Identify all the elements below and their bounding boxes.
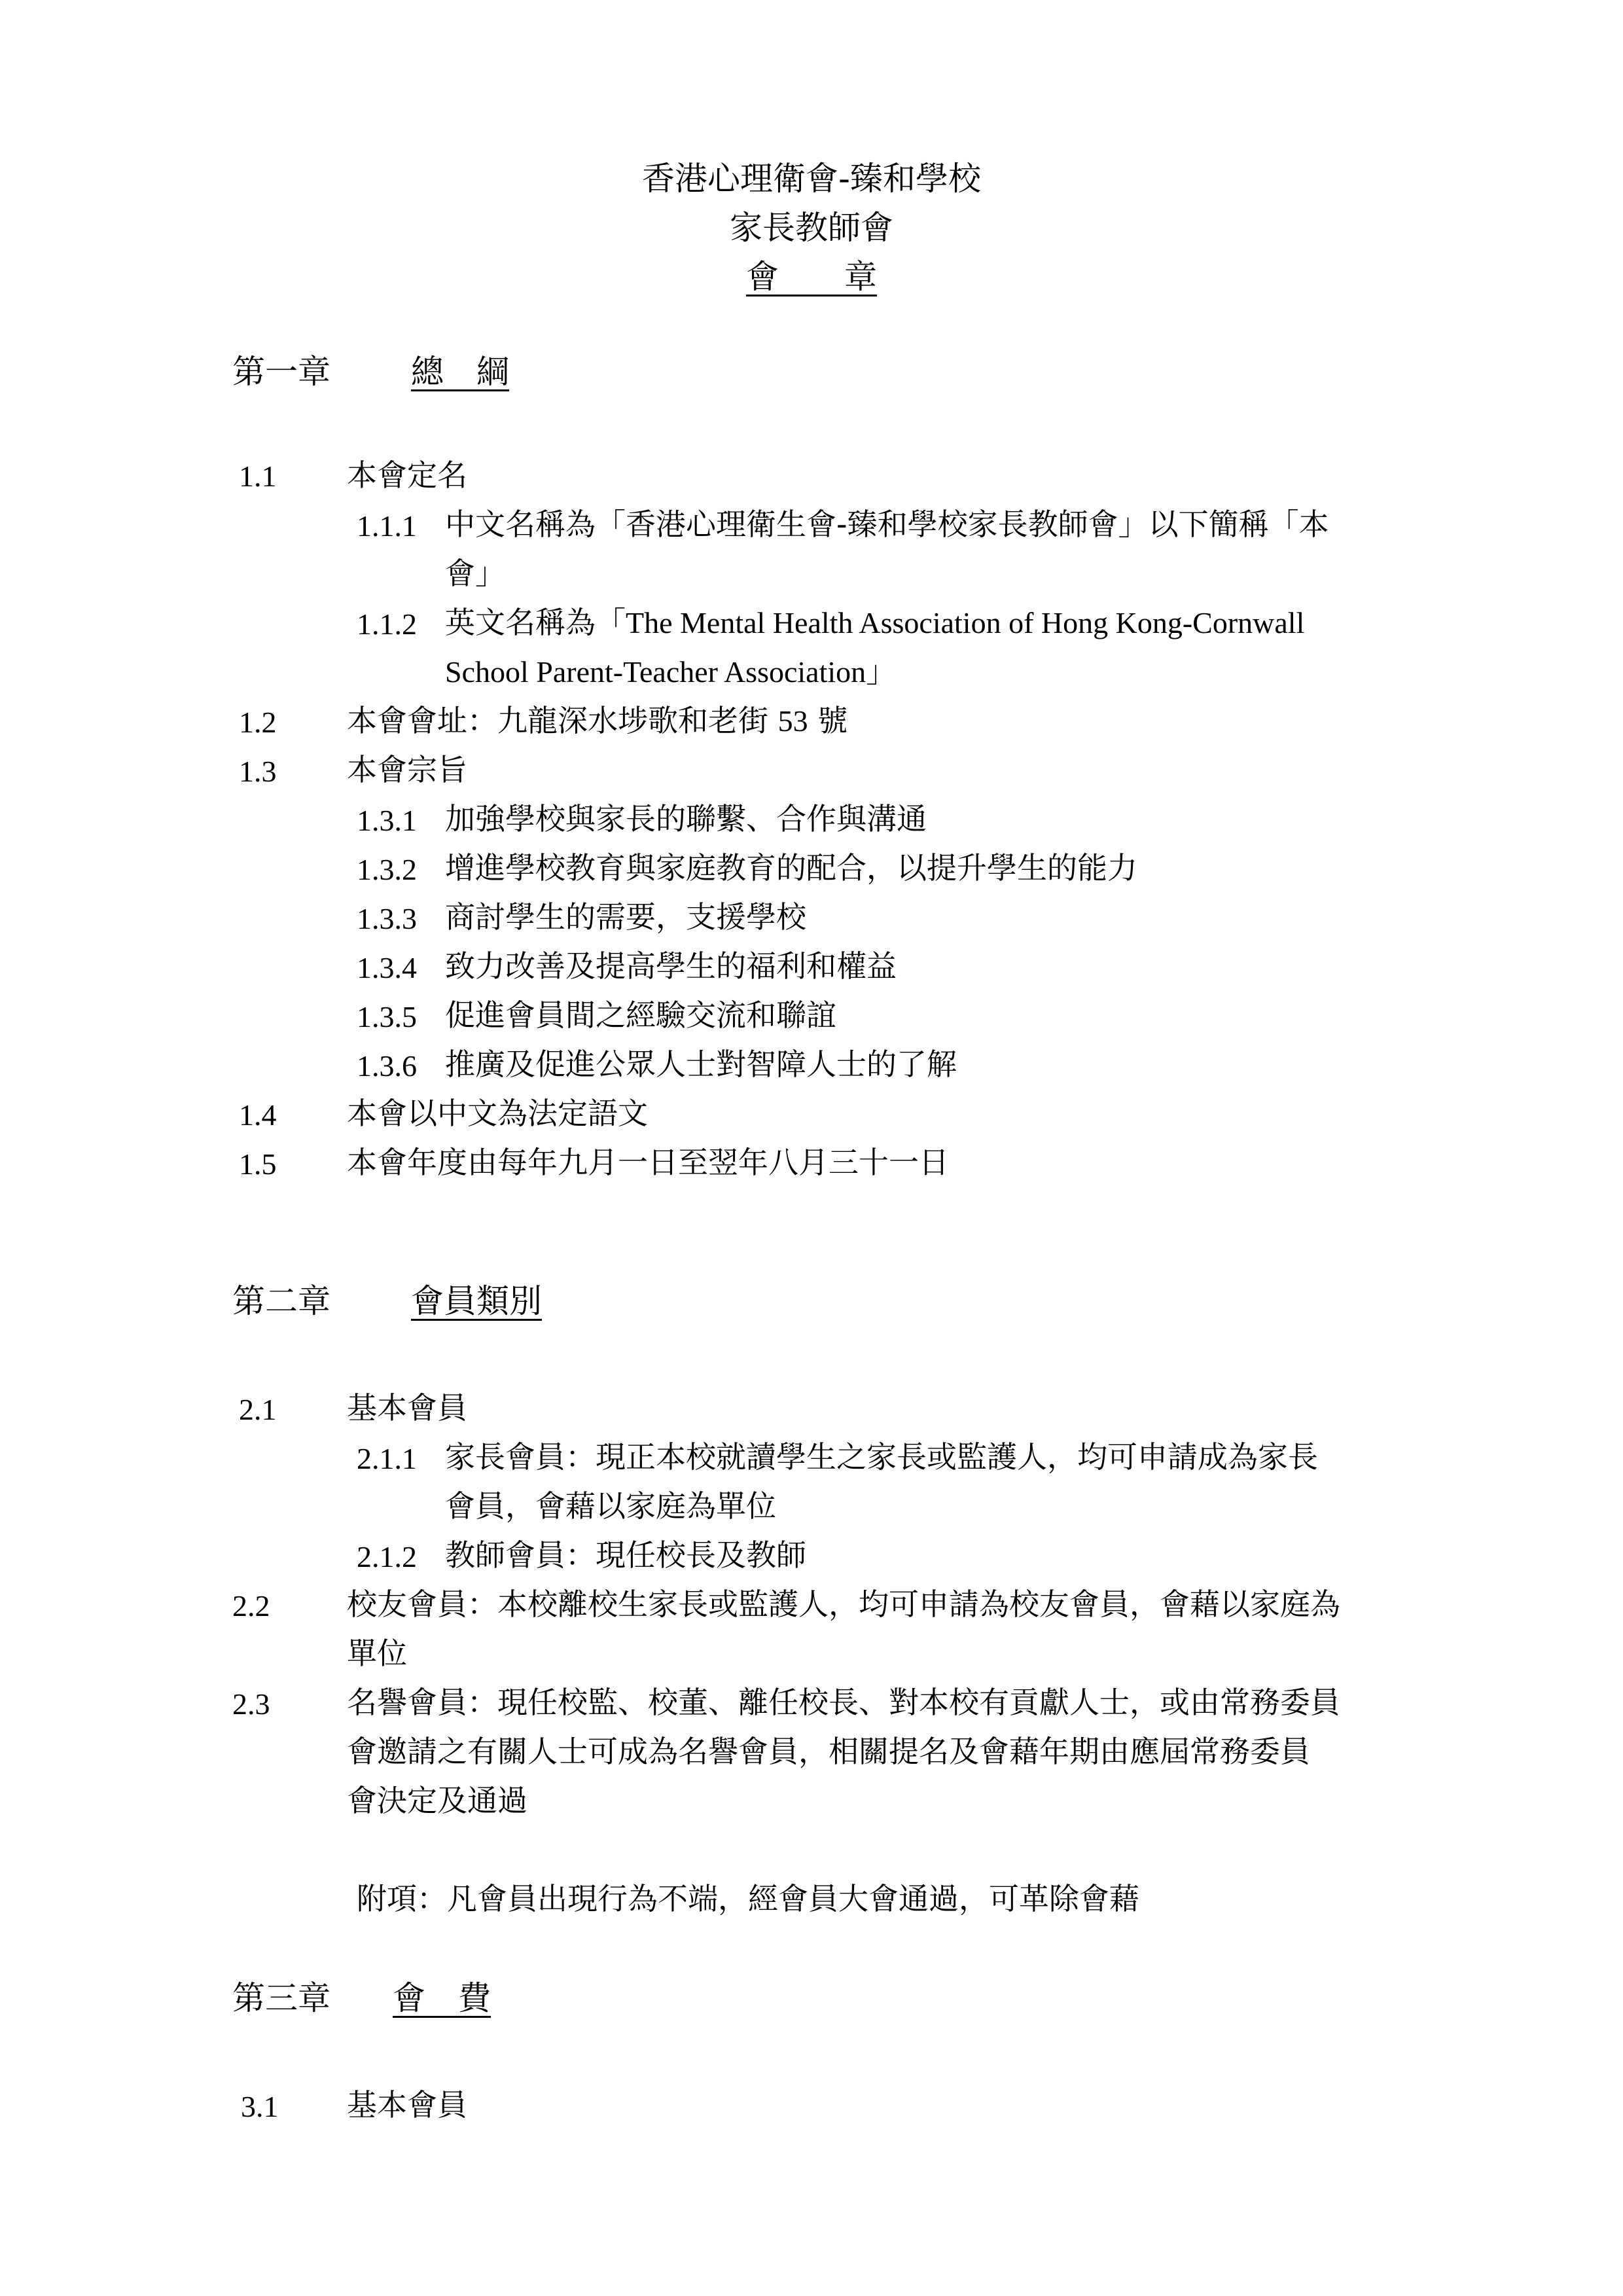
item-number: 2.1.2	[357, 1540, 417, 1573]
item-text: 致力改善及提高學生的福利和權益	[445, 948, 897, 984]
item-number: 1.1.1	[357, 509, 417, 543]
item-text: 基本會員	[347, 1390, 467, 1426]
item-number: 1.3.4	[357, 951, 417, 984]
constitution-title: 會 章	[746, 258, 877, 296]
chapter-1-label: 第一章	[232, 353, 330, 391]
item-text: 本會以中文為法定語文	[347, 1096, 648, 1131]
item-text-continued: 會決定及通過	[347, 1783, 527, 1818]
address-suffix: 號	[808, 703, 848, 738]
item-text: 本會宗旨	[347, 752, 467, 787]
item-number: 2.1	[239, 1393, 277, 1426]
item-text: 商討學生的需要，支援學校	[445, 899, 806, 935]
chapter-3-label: 第三章	[232, 1979, 330, 2017]
item-number: 1.3.1	[357, 804, 417, 837]
chapter-1-title-wrap	[411, 353, 509, 391]
org-title: 香港心理衛會-臻和學校	[641, 160, 982, 198]
constitution-title-wrap	[0, 259, 1623, 296]
english-name-part-1: The Mental Health Association of Hong Kong-Cornwall	[626, 606, 1305, 639]
item-text-continued: 會」	[445, 556, 505, 591]
chapter-2-title-wrap	[411, 1283, 542, 1321]
item-text-continued	[445, 655, 896, 690]
item-text: 促進會員間之經驗交流和聯誼	[445, 997, 836, 1033]
item-number: 1.3.3	[357, 902, 417, 935]
chapter-2-label: 第二章	[232, 1282, 330, 1320]
item-text-continued: 會員，會藉以家庭為單位	[445, 1488, 776, 1524]
item-number: 1.1.2	[357, 607, 417, 641]
item-text: 推廣及促進公眾人士對智障人士的了解	[445, 1047, 957, 1082]
english-name-part-2: School Parent-Teacher Association	[445, 655, 866, 689]
item-number: 1.3	[239, 755, 277, 788]
association-title: 家長教師會	[730, 209, 893, 247]
chapter-2-title: 會員類別	[411, 1282, 542, 1320]
item-text: 加強學校與家長的聯繫、合作與溝通	[445, 801, 927, 836]
item-number: 1.3.5	[357, 1000, 417, 1033]
chapter-1-title: 總 綱	[411, 353, 509, 391]
item-number: 1.5	[239, 1147, 277, 1181]
item-text: 家長會員：現正本校就讀學生之家長或監護人，均可申請成為家長	[445, 1439, 1318, 1475]
item-number: 2.1.1	[357, 1442, 417, 1475]
chapter-3-title: 會 費	[393, 1979, 491, 2017]
item-text: 校友會員：本校離校生家長或監護人，均可申請為校友會員，會藉以家庭為	[347, 1587, 1340, 1622]
item-number: 1.4	[239, 1098, 277, 1132]
item-text	[445, 605, 1304, 641]
address-text: 本會會址：九龍深水埗歌和老街	[347, 703, 778, 738]
item-text: 增進學校教育與家庭教育的配合，以提升學生的能力	[445, 850, 1137, 886]
item-number: 1.3.2	[357, 853, 417, 886]
item-number: 1.3.6	[357, 1049, 417, 1083]
item-number: 1.1	[239, 459, 277, 493]
item-text-continued: 單位	[347, 1636, 407, 1671]
item-text: 基本會員	[347, 2087, 467, 2123]
item-text-continued: 會邀請之有關人士可成為名譽會員，相關提名及會藉年期由應屆常務委員	[347, 1734, 1310, 1769]
item-number: 1.2	[239, 706, 277, 739]
appendix-note: 附項：凡會員出現行為不端，經會員大會通過，可革除會藉	[357, 1881, 1139, 1916]
item-text: 名譽會員：現任校監、校董、離任校長、對本校有貢獻人士，或由常務委員	[347, 1685, 1340, 1720]
item-text: 本會年度由每年九月一日至翌年八月三十一日	[347, 1145, 949, 1180]
item-text: 中文名稱為「香港心理衛生會-臻和學校家長教師會」以下簡稱「本	[445, 507, 1329, 542]
item-text-cjk: 」	[866, 654, 897, 689]
item-text: 教師會員：現任校長及教師	[445, 1537, 806, 1573]
item-number: 2.3	[232, 1687, 270, 1721]
item-text	[347, 704, 847, 739]
item-number: 3.1	[241, 2090, 279, 2123]
chapter-3-title-wrap	[393, 1980, 491, 2018]
item-text: 本會定名	[347, 457, 467, 493]
item-number: 2.2	[232, 1589, 270, 1623]
item-text-cjk: 英文名稱為「	[445, 605, 626, 640]
address-number: 53	[777, 704, 808, 738]
